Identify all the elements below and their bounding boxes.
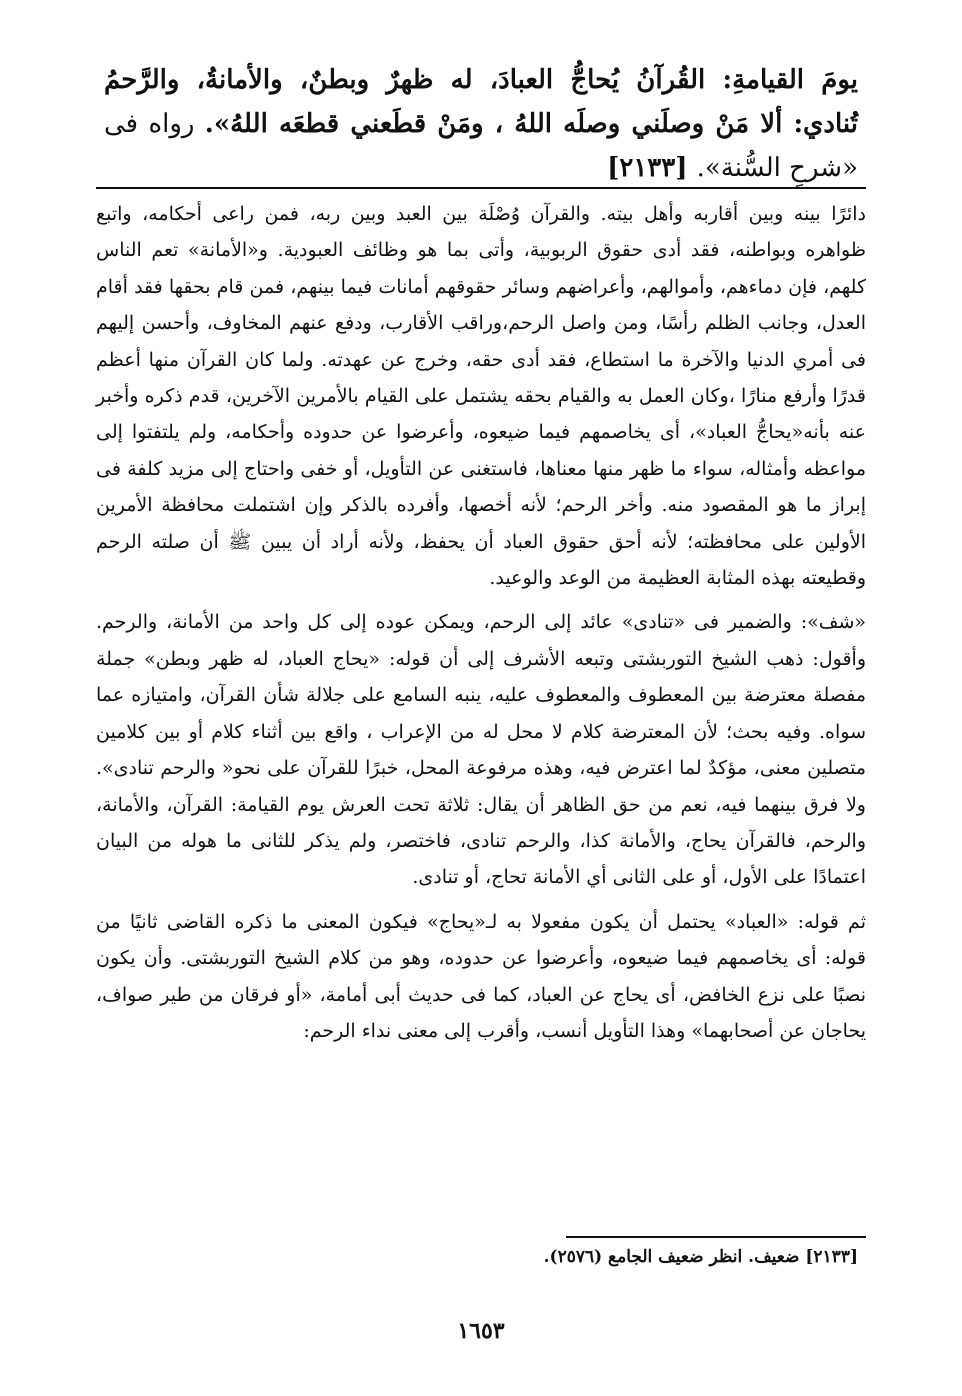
commentary-paragraph-1: دائرًا بينه وبين أقاربه وأهل بيته. والقرآن وُصْلَة بين العبد وبين ربه، فمن راعى أحكامه، واتبع ظواهره وبواطنه، فقد أدى حقوق الربوبية، وأتى بما هو وظائف العبودية. و«الأمانة» تعم الناس كلهم، فإن دماءهم، وأموالهم، وأعراضهم وسائر حقوقهم أمانات فيما بينهم، فمن قام بحقها فقد أقام العدل، وجانب الظلم رأسًا، ومن واصل الرحم،وراقب الأقارب، ودفع عنهم المخاوف، وأحسن إليهم فى أمري الدنيا والآخرة ما استطاع، فقد أدى حقه، وخرج عن عهدته. ولما كان القرآن منها أعظم قدرًا وأرفع منارًا ،وكان العمل به والقيام بحقه يشتمل على القيام بالأمرين الآخرين، قدم ذكره وأخبر عنه بأنه«يحاجُّ العباد»، أى يخاصمهم فيما ضيعوه، وأعرضوا عن حدوده وأحكامه، ولم يلتفتوا إلى مواعظه وأمثاله، سواء ما ظهر منها معناها، فاستغنى عن التأويل، أو خفى واحتاج إلى مزيد كلفة فى إبراز ما هو المقصود منه. وأخر الرحم؛ لأنه أخصها، وأفرده بالذكر وإن اشتملت محافظة الأمرين الأولين على محافظته؛ لأنه أحق حقوق العباد أن يحفظ، ولأنه أراد أن يبين ﷺ أن صلته الرحم وقطيعته بهذه المثابة العظيمة من الوعد والوعيد. <box>96 203 866 590</box>
commentary-paragraph-2: «شف»: والضمير فى «تنادى» عائد إلى الرحم، ويمكن عوده إلى كل واحد من الأمانة، والرحم. وأقول: ذهب الشيخ التوربشتى وتبعه الأشرف إلى أن قوله: «يحاج العباد، له ظهر وبطن» جملة مفصلة معترضة بين المعطوف والمعطوف عليه، ينبه السامع على جلالة شأن القرآن، وامتيازه عما سواه. وفيه بحث؛ لأن المعترضة كلام لا محل له من الإعراب ، واقع بين أثناء كلام أو بين كلامين متصلين معنى، مؤكدٌ لما اعترض فيه، وهذه مرفوعة المحل، خبرًا للقرآن على نحو« والرحم تنادى». ولا فرق بينهما فيه، نعم من حق الظاهر أن يقال: ثلاثة تحت العرش يوم القيامة: القرآن، والأمانة، والرحم، فالقرآن يحاج، والأمانة كذا، والرحم تنادى، فاختصر، ولم يذكر للثانى ما هوله من البيان اعتمادًا على الأول، أو على الثانى أي الأمانة تحاج، أو تنادى. <box>96 611 866 889</box>
page-number: ١٦٥٣ <box>457 1318 505 1344</box>
hadith-text-block <box>104 58 858 190</box>
hadith-text: يومَ القيامةِ: القُرآنُ يُحاجُّ العبادَ، له ظهرٌ وبطنٌ، والأمانةُ، والرَّحمُ تُنادي: ألا مَنْ وصلَني وصلَه اللهُ ، ومَنْ قطَعني قطعَه اللهُ». <box>104 65 858 139</box>
top-divider <box>96 187 866 189</box>
commentary-block <box>96 196 866 1057</box>
hadith-number: [٢١٣٣] <box>607 153 688 183</box>
footnote: [٢١٣٣] ضعيف. انظر ضعيف الجامع (٢٥٧٦). <box>543 1247 858 1267</box>
commentary-paragraph-3: ثم قوله: «العباد» يحتمل أن يكون مفعولا به لـ«يحاج» فيكون المعنى ما ذكره القاضى ثانيًا من قوله: أى يخاصمهم فيما ضيعوه، وأعرضوا عن حدوده، وهو من كلام الشيخ التوربشتى. وأن يكون نصبًا على نزع الخافض، أى يحاج عن العباد، كما فى حديث أبى أمامة، «أو فرقان من طير صواف، يحاجان عن أصحابهما» وهذا التأويل أنسب، وأقرب إلى معنى نداء الرحم: <box>96 910 866 1042</box>
footnote-divider <box>566 1236 866 1238</box>
hadith-narration: رواه فى «شرحِ السُّنة». <box>104 109 858 183</box>
